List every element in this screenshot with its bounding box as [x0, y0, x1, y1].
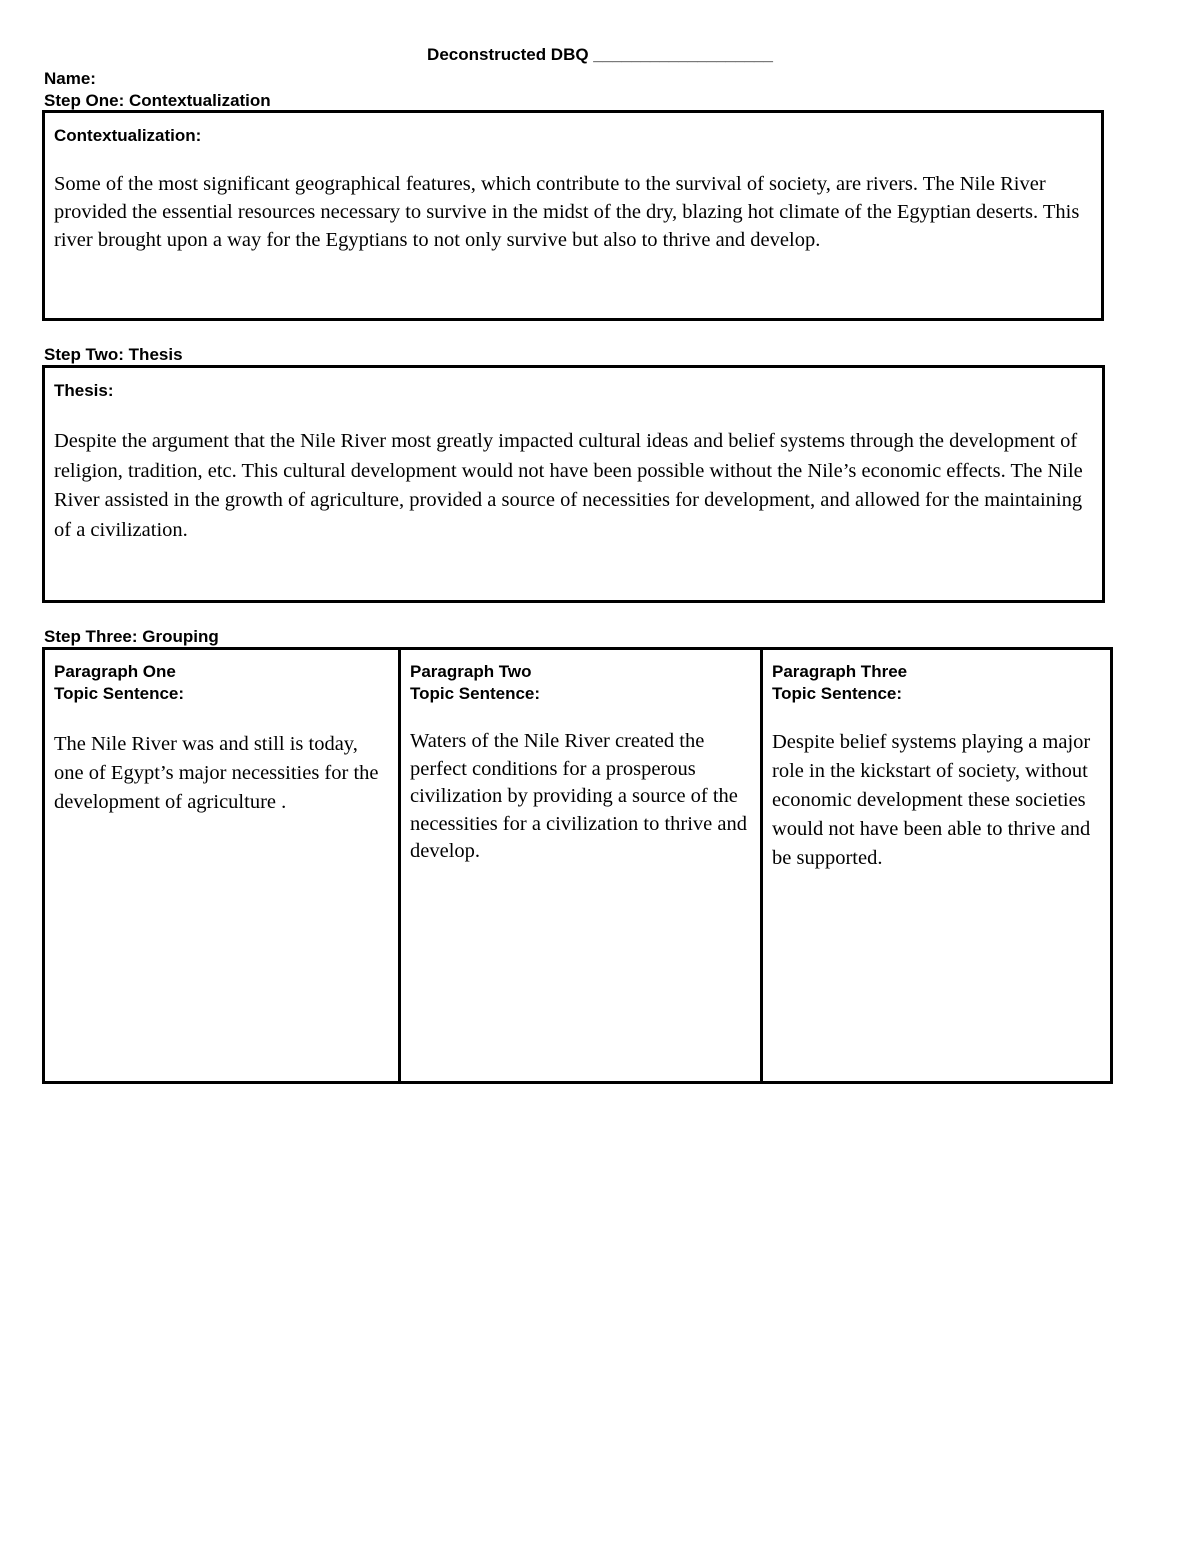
document-title: Deconstructed DBQ ___________________ [427, 45, 773, 64]
paragraph-three-title: Paragraph Three [772, 662, 908, 681]
thesis-label: Thesis: [54, 381, 114, 400]
paragraph-two-column [398, 650, 760, 1081]
paragraph-one-column [45, 650, 398, 1081]
step-three-heading: Step Three: Grouping [44, 627, 219, 646]
thesis-text[interactable]: Despite the argument that the Nile River most greatly impacted cultural ideas and belief systems through the development of religion, tradition, etc. This cultural development would not have been possible without the Nile’s economic effects. The Nile River assisted in the growth of agriculture, provided a source of necessities for development, and allowed for the maintaining of a civilization. [54, 430, 1083, 541]
grouping-table [42, 647, 1113, 1084]
name-label: Name: [44, 69, 96, 88]
step-one-heading: Step One: Contextualization [44, 91, 271, 110]
contextualization-box [42, 110, 1104, 321]
paragraph-three-text[interactable]: Despite belief systems playing a major role in the kickstart of society, without economic development these societies would not have been able to thrive and be supported. [772, 731, 1091, 869]
paragraph-one-title: Paragraph One [54, 662, 176, 681]
paragraph-two-header [410, 661, 540, 705]
paragraph-two-title: Paragraph Two [410, 662, 532, 681]
contextualization-label: Contextualization: [54, 126, 202, 145]
paragraph-three-subtitle: Topic Sentence: [772, 684, 903, 703]
paragraph-three-header [772, 661, 907, 705]
paragraph-one-subtitle: Topic Sentence: [54, 684, 185, 703]
paragraph-three-column [760, 650, 1110, 1081]
thesis-box [42, 365, 1105, 603]
paragraph-one-text[interactable]: The Nile River was and still is today, one of Egypt’s major necessities for the development of agriculture . [54, 733, 379, 813]
paragraph-two-subtitle: Topic Sentence: [410, 684, 541, 703]
contextualization-text[interactable]: Some of the most significant geographical features, which contribute to the survival of society, are rivers. The Nile River provided the essential resources necessary to survive in the midst of the dry, blazing hot climate of the Egyptian deserts. This river brought upon a way for the Egyptians to not only survive but also to thrive and develop. [54, 173, 1080, 251]
paragraph-two-text[interactable]: Waters of the Nile River created the perfect conditions for a prosperous civilization by providing a source of the necessities for a civilization to thrive and develop. [410, 730, 747, 862]
paragraph-one-header [54, 661, 184, 705]
step-two-heading: Step Two: Thesis [44, 345, 183, 364]
